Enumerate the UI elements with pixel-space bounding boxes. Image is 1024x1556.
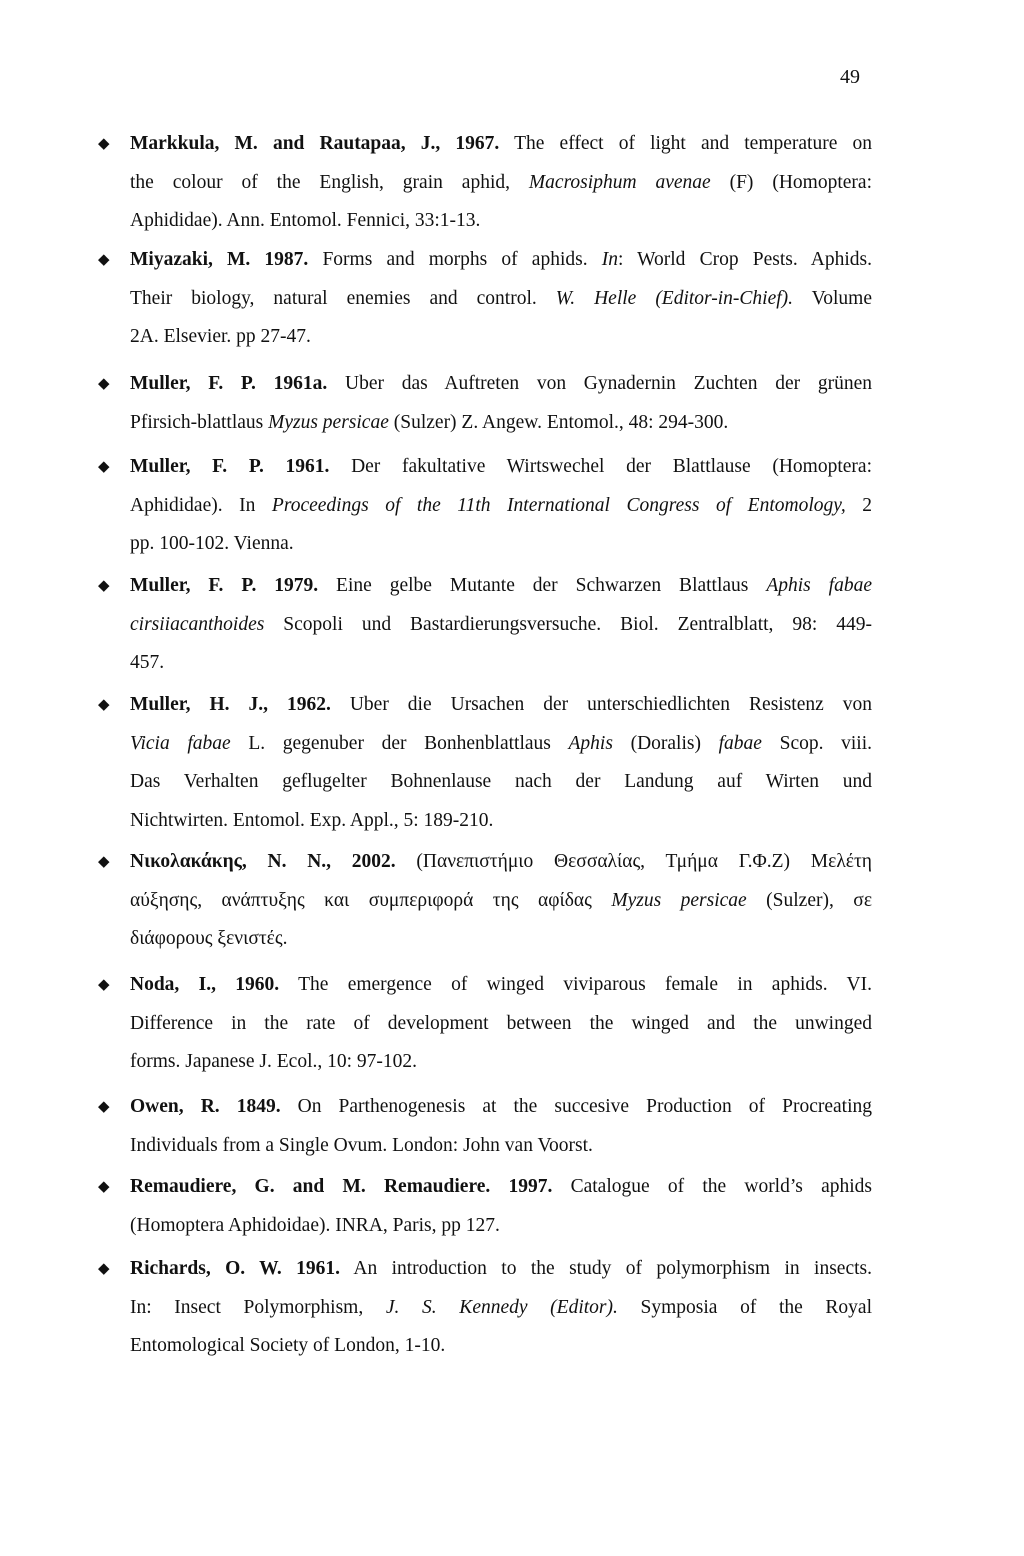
species-name: fabae	[718, 732, 762, 754]
reference-text: Uber das Auftreten von Gynadernin Zuchten der grünen	[327, 373, 872, 394]
reference-text: 457.	[130, 652, 165, 673]
reference-text: Individuals from a Single Ovum. London: John van Voorst.	[130, 1134, 593, 1156]
reference-entry	[98, 567, 872, 683]
reference-text: Symposia of the Royal	[617, 1296, 873, 1318]
reference-entry	[98, 365, 872, 442]
species-name: cirsiiacanthoides	[130, 613, 265, 635]
reference-author: Muller, H. J., 1962.	[130, 694, 331, 715]
reference-entry	[98, 1088, 872, 1165]
reference-author: Richards, O. W. 1961.	[130, 1258, 341, 1279]
reference-author: Νικολακάκης, Ν. Ν., 2002.	[130, 851, 396, 872]
reference-text: Forms and morphs of aphids.	[308, 249, 602, 270]
reference-text: Aphididae). In	[130, 494, 272, 516]
diamond-bullet-icon: ◆	[98, 376, 110, 392]
reference-author: Noda, I., 1960.	[130, 974, 280, 995]
reference-text: Their biology, natural enemies and control.	[130, 287, 556, 309]
reference-text: (F) (Homoptera:	[710, 171, 872, 193]
species-name: Aphis	[568, 732, 613, 754]
reference-text: Uber die Ursachen der unterschiedlichten Resistenz von	[330, 694, 873, 715]
reference-entry	[98, 448, 873, 564]
reference-author: Muller, F. P. 1961.	[130, 456, 330, 477]
reference-text: pp. 100-102. Vienna.	[130, 533, 294, 554]
diamond-bullet-icon: ◆	[98, 578, 110, 594]
diamond-bullet-icon: ◆	[98, 252, 110, 268]
reference-entry	[98, 241, 872, 357]
reference-text: In	[601, 249, 618, 270]
reference-text: Eine gelbe Mutante der Schwarzen Blattlaus	[318, 575, 767, 596]
reference-author: Remaudiere, G. and M. Remaudiere. 1997.	[130, 1176, 553, 1197]
reference-entry	[98, 966, 872, 1082]
reference-entry	[98, 1168, 872, 1245]
reference-text: Das Verhalten geflugelter Bohnenlause nach der Landung auf Wirten und	[130, 771, 872, 792]
reference-author: Muller, F. P. 1961a.	[130, 373, 328, 394]
reference-text: (Sulzer), σε	[746, 889, 873, 911]
reference-text: Volume	[793, 287, 872, 309]
reference-text: (Homoptera Aphidoidae). INRA, Paris, pp 127.	[130, 1214, 500, 1236]
reference-author: Markkula, M. and Rautapaa, J., 1967.	[130, 133, 500, 154]
species-name: Aphis fabae	[766, 575, 872, 596]
reference-author: Miyazaki, M. 1987.	[130, 249, 309, 270]
reference-text: Der fakultative Wirtswechel der Blattlause (Homoptera:	[329, 456, 872, 477]
diamond-bullet-icon: ◆	[98, 1099, 110, 1115]
species-name: Myzus persicae	[611, 889, 747, 911]
reference-text: The emergence of winged viviparous female in aphids. VI.	[279, 974, 872, 995]
reference-text: 2A. Elsevier. pp 27-47.	[130, 326, 311, 347]
reference-entry	[98, 1250, 873, 1366]
reference-text: Scopoli und Bastardierungsversuche. Biol. Zentralblatt, 98: 449-	[264, 613, 872, 635]
reference-author: Owen, R. 1849.	[130, 1096, 281, 1117]
species-name: Macrosiphum avenae	[528, 171, 711, 193]
reference-author: Muller, F. P. 1979.	[130, 575, 319, 596]
editor-name: W. Helle (Editor-in-Chief).	[555, 287, 794, 309]
editor-name: J. S. Kennedy (Editor).	[385, 1296, 618, 1318]
reference-text: In: Insect Polymorphism,	[130, 1296, 386, 1318]
diamond-bullet-icon: ◆	[98, 1179, 110, 1195]
reference-entry	[98, 125, 873, 241]
reference-text: Pfirsich-blattlaus	[130, 411, 269, 433]
diamond-bullet-icon: ◆	[98, 854, 110, 870]
reference-entry	[98, 843, 873, 959]
reference-text: αύξησης, ανάπτυξης και συμπεριφορά της αφίδας	[130, 889, 612, 911]
reference-text: (Sulzer) Z. Angew. Entomol., 48: 294-300.	[388, 411, 729, 433]
reference-text: Scop. viii.	[761, 732, 872, 754]
diamond-bullet-icon: ◆	[98, 977, 110, 993]
reference-text: Entomological Society of London, 1-10.	[130, 1335, 446, 1356]
reference-text: Catalogue of the world’s aphids	[552, 1176, 872, 1197]
reference-text: διάφορους ξενιστές.	[130, 928, 288, 949]
reference-text: Difference in the rate of development between the winged and the unwinged	[130, 1012, 872, 1034]
reference-text: Aphididae). Ann. Entomol. Fennici, 33:1-13.	[130, 210, 481, 231]
reference-text: L. gegenuber der Bonhenblattlaus	[230, 732, 569, 754]
reference-text: forms. Japanese J. Ecol., 10: 97-102.	[130, 1051, 418, 1072]
diamond-bullet-icon: ◆	[98, 697, 110, 713]
reference-text: the colour of the English, grain aphid,	[130, 171, 529, 193]
diamond-bullet-icon: ◆	[98, 136, 110, 152]
species-name: Myzus persicae	[268, 411, 389, 433]
species-name: Vicia fabae	[130, 732, 231, 754]
reference-entry	[98, 686, 873, 840]
reference-text: Nichtwirten. Entomol. Exp. Appl., 5: 189-210.	[130, 809, 494, 831]
reference-text: An introduction to the study of polymorphism in insects.	[340, 1258, 872, 1279]
reference-text: (Πανεπιστήμιο Θεσσαλίας, Τμήμα Γ.Φ.Ζ) Μελέτη	[395, 851, 872, 872]
proceedings-title: Proceedings of the 11th International Congress of Entomology,	[271, 494, 846, 516]
page-number: 49	[840, 66, 860, 88]
reference-text: : World Crop Pests. Aphids.	[617, 249, 872, 270]
reference-text: 2	[845, 494, 873, 516]
reference-text: On Parthenogenesis at the succesive Production of Procreating	[280, 1096, 872, 1117]
reference-text: (Doralis)	[612, 732, 719, 754]
diamond-bullet-icon: ◆	[98, 459, 110, 475]
diamond-bullet-icon: ◆	[98, 1261, 110, 1277]
reference-text: The effect of light and temperature on	[499, 133, 873, 154]
